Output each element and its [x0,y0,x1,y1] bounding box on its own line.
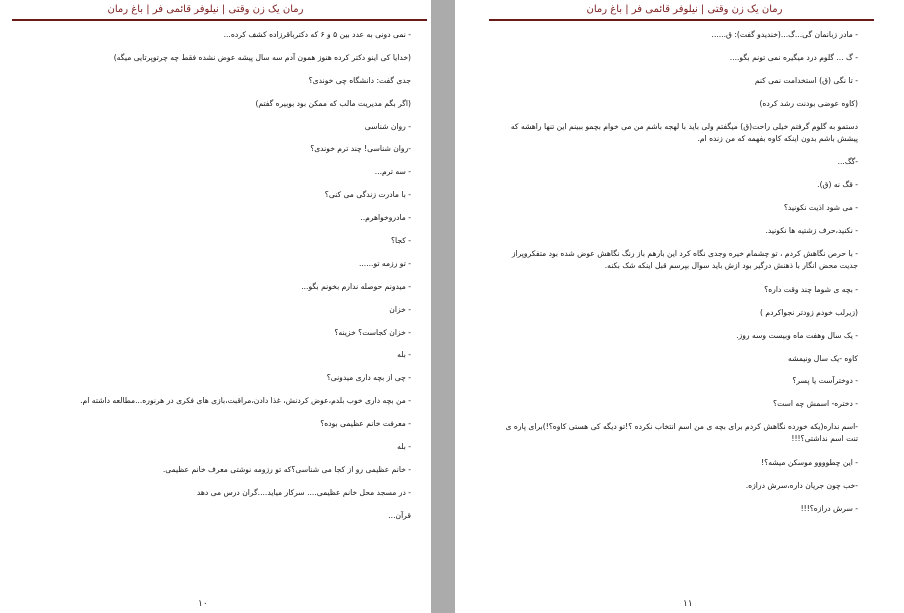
text-line: (خدایا کی اینو دکتر کرده هنوز همون آدم سه سال پیشه عوض نشده فقط چه چرتوپرتایی میگه) [113,52,411,62]
text-line: قرآن... [388,510,411,520]
page-body [493,29,858,526]
header-divider [12,19,427,21]
text-line: - تا نگی (ق) استخدامت نمی کنم [754,75,858,85]
page-number: ۱۰ [198,599,208,609]
text-line: - سرش درازه؟!!! [800,503,858,513]
text-line: - میدونم حوصله ندارم بخونم بگو... [301,281,411,291]
text-line: - خزان کجاست؟ خزینه؟ [334,327,411,337]
text-line: - مادر زبانمان گی...گ...(خندیدو گفت): ق...... [711,30,858,39]
text-line: - نمی دونی به عدد بین ۵ و ۶ که دکترباقرزاده کشف کرده... [223,30,411,39]
text-line: - من بچه داری خوب بلدم،عوض کردنش، غذا دادن،مراقبت،بازی های فکری در هرنوره...مطالعه داشته ام. [80,396,411,406]
text-line: -گگ... [837,157,858,167]
text-line: - چی از بچه داری میدونی؟ [326,373,411,383]
text-line: - روان شناسی [364,121,411,131]
text-line: - دوخترآست یا پسر؟ [792,376,858,386]
text-line: - با مادرت زندگی می کنی؟ [324,190,411,200]
text-paragraph: - با حرص نگاهش کردم ، تو چشمام خیره وجدی نگاه کرد این بارهم باز رنگ نگاهش عوض شده بود متفکروپراز جدیت محض انگار با ذهنش درگیر بود ازش باید سوال بپرسم قبل اینکه شک بکنه. [511,249,858,271]
text-line: - گ ... گلوم درد میگیره نمی تونم بگو.... [729,52,858,62]
document-page-left [0,0,431,613]
text-line: - خانم عظیمی رو از کجا می شناسی؟که تو رزومه نوشتی معرف خانم عظیمی. [162,464,411,474]
text-line: -خب چون جریان داره،سرش درازه. [745,481,858,491]
document-page-right [455,0,904,613]
text-line: - سه ترم... [374,167,411,177]
text-line: - معرفت خانم عظیمی بوده؟ [320,419,411,429]
text-line: - کجا؟ [390,236,411,246]
header-divider [489,19,874,21]
text-line: - خزان [389,304,411,314]
text-line: کاوه -یک سال ونیمشه [788,353,858,363]
text-line: - بچه ی شوما چند وقت داره؟ [764,284,858,294]
page-body [44,29,411,533]
text-line: (اگر بگم مدیریت مالب که ممکن بود بوبیره گفتم) [255,98,411,108]
page-header: رمان یک زن وقتی | نیلوفر قائمی فر | باغ رمان [107,4,304,15]
text-paragraph: دستمو به گلوم گرفتم خیلی راحت(ق) میگفتم ولی باید با لهجه باشم من می خوام بچمو ببینم این تنها راهشه که پیشش باشم بدون اینکه کاوه بفهمه که من زنده ام. [510,121,858,143]
text-line: - تو رزمه تو...... [358,258,411,268]
text-line: - این چطوووو موسکن میشه؟! [761,458,858,468]
text-line: (کاوه عوضی بودنت رشد کرده) [759,98,858,108]
text-line: (زیرلب خودم زودتر نجواکردم ) [760,307,858,317]
page-number: ۱۱ [683,599,693,609]
text-line: -روان شناسی! چند ترم خوندی؟ [310,144,411,154]
text-line: - مادروخواهرم.. [360,213,411,223]
text-line: - نکنید،حرف زشتیه ها نکونید. [765,226,858,236]
text-line: جدی گفت: دانشگاه چی خوندی؟ [308,75,411,85]
text-line: - در مسجد محل خانم عظیمی.... سرکار میاید....گران درس می دهد [196,487,411,497]
text-line: - بله [397,350,411,360]
text-paragraph: -اسم نداره(یکه خورده نگاهش کردم برای بچه ی من اسم انتخاب نکرده ؟!تو دیگه کی هستی کاوه؟!)برای پاره ی تنت اسم نداشتی؟!!! [505,422,858,444]
text-line: - بله [397,442,411,452]
text-line: - دختره- اسمش چه است؟ [773,399,858,409]
text-line: - قگ نه (ق). [817,180,858,190]
page-header: رمان یک زن وقتی | نیلوفر قائمی فر | باغ رمان [586,4,783,15]
text-line: - می شود اذیت نکونید؟ [783,203,858,213]
text-line: - یک سال وهفت ماه وبیست وسه روز. [736,330,858,340]
